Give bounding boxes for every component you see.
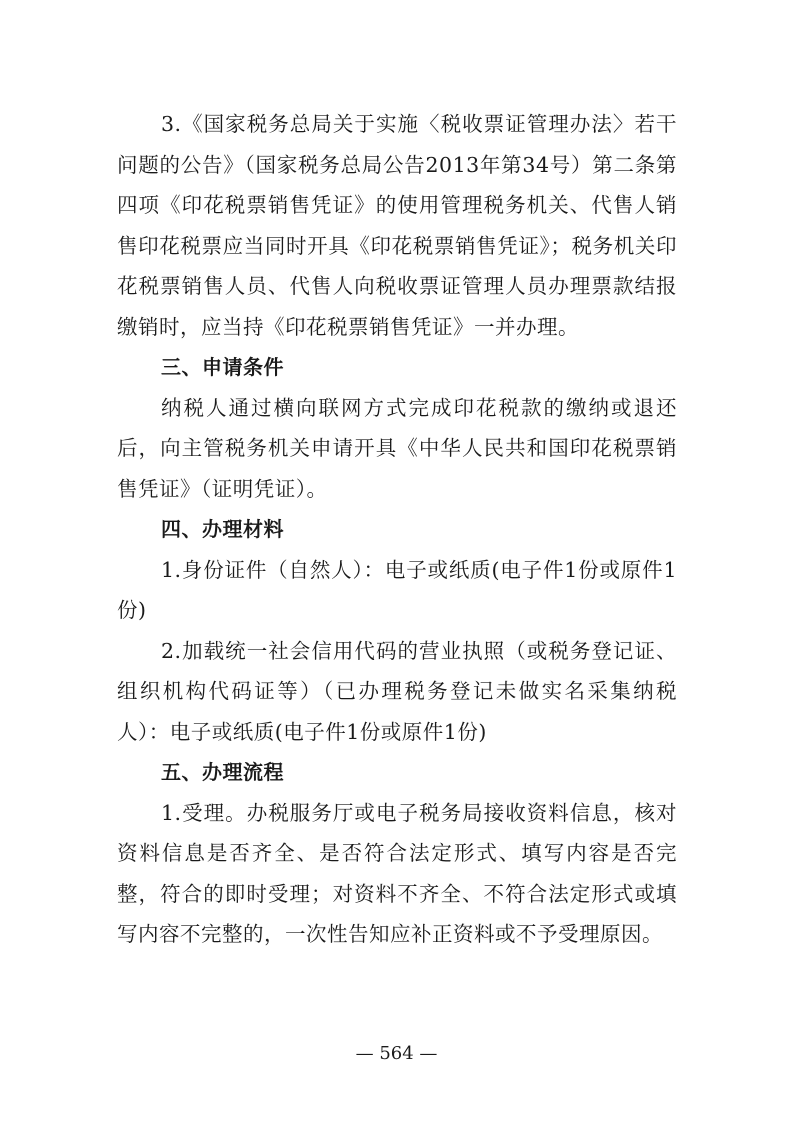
page-number: — 564 —	[355, 1043, 438, 1064]
section-heading-application-conditions: 三、申请条件	[161, 355, 284, 379]
section-heading-process: 五、办理流程	[161, 760, 284, 784]
paragraph-material-1: 1.身份证件（自然人）：电子或纸质(电子件1份或原件1份)	[117, 557, 677, 622]
paragraph-reference-3: 3.《国家税务总局关于实施〈税收票证管理办法〉若干问题的公告》（国家税务总局公告2013年第34号）第二条第四项《印花税票销售凭证》的使用管理税务机关、代售人销售印花税票应当同时开具《印花税票销售凭证》；税务机关印花税票销售人员、代售人向税收票证管理人员办理票款结报缴销时，应当持《印花税票销售凭证》一并办理。	[117, 112, 677, 339]
section-heading-materials: 四、办理材料	[161, 517, 284, 541]
paragraph-application-conditions: 纳税人通过横向联网方式完成印花税款的缴纳或退还后，向主管税务机关申请开具《中华人民共和国印花税票销售凭证》（证明凭证）。	[117, 395, 677, 501]
paragraph-process-1: 1.受理。办税服务厅或电子税务局接收资料信息，核对资料信息是否齐全、是否符合法定形式、填写内容是否完整，符合的即时受理；对资料不齐全、不符合法定形式或填写内容不完整的，一次性告知应补正资料或不予受理原因。	[117, 800, 677, 946]
document-body	[117, 104, 677, 955]
paragraph-material-2: 2.加载统一社会信用代码的营业执照（或税务登记证、组织机构代码证等）（已办理税务登记未做实名采集纳税人）：电子或纸质(电子件1份或原件1份)	[117, 638, 677, 744]
